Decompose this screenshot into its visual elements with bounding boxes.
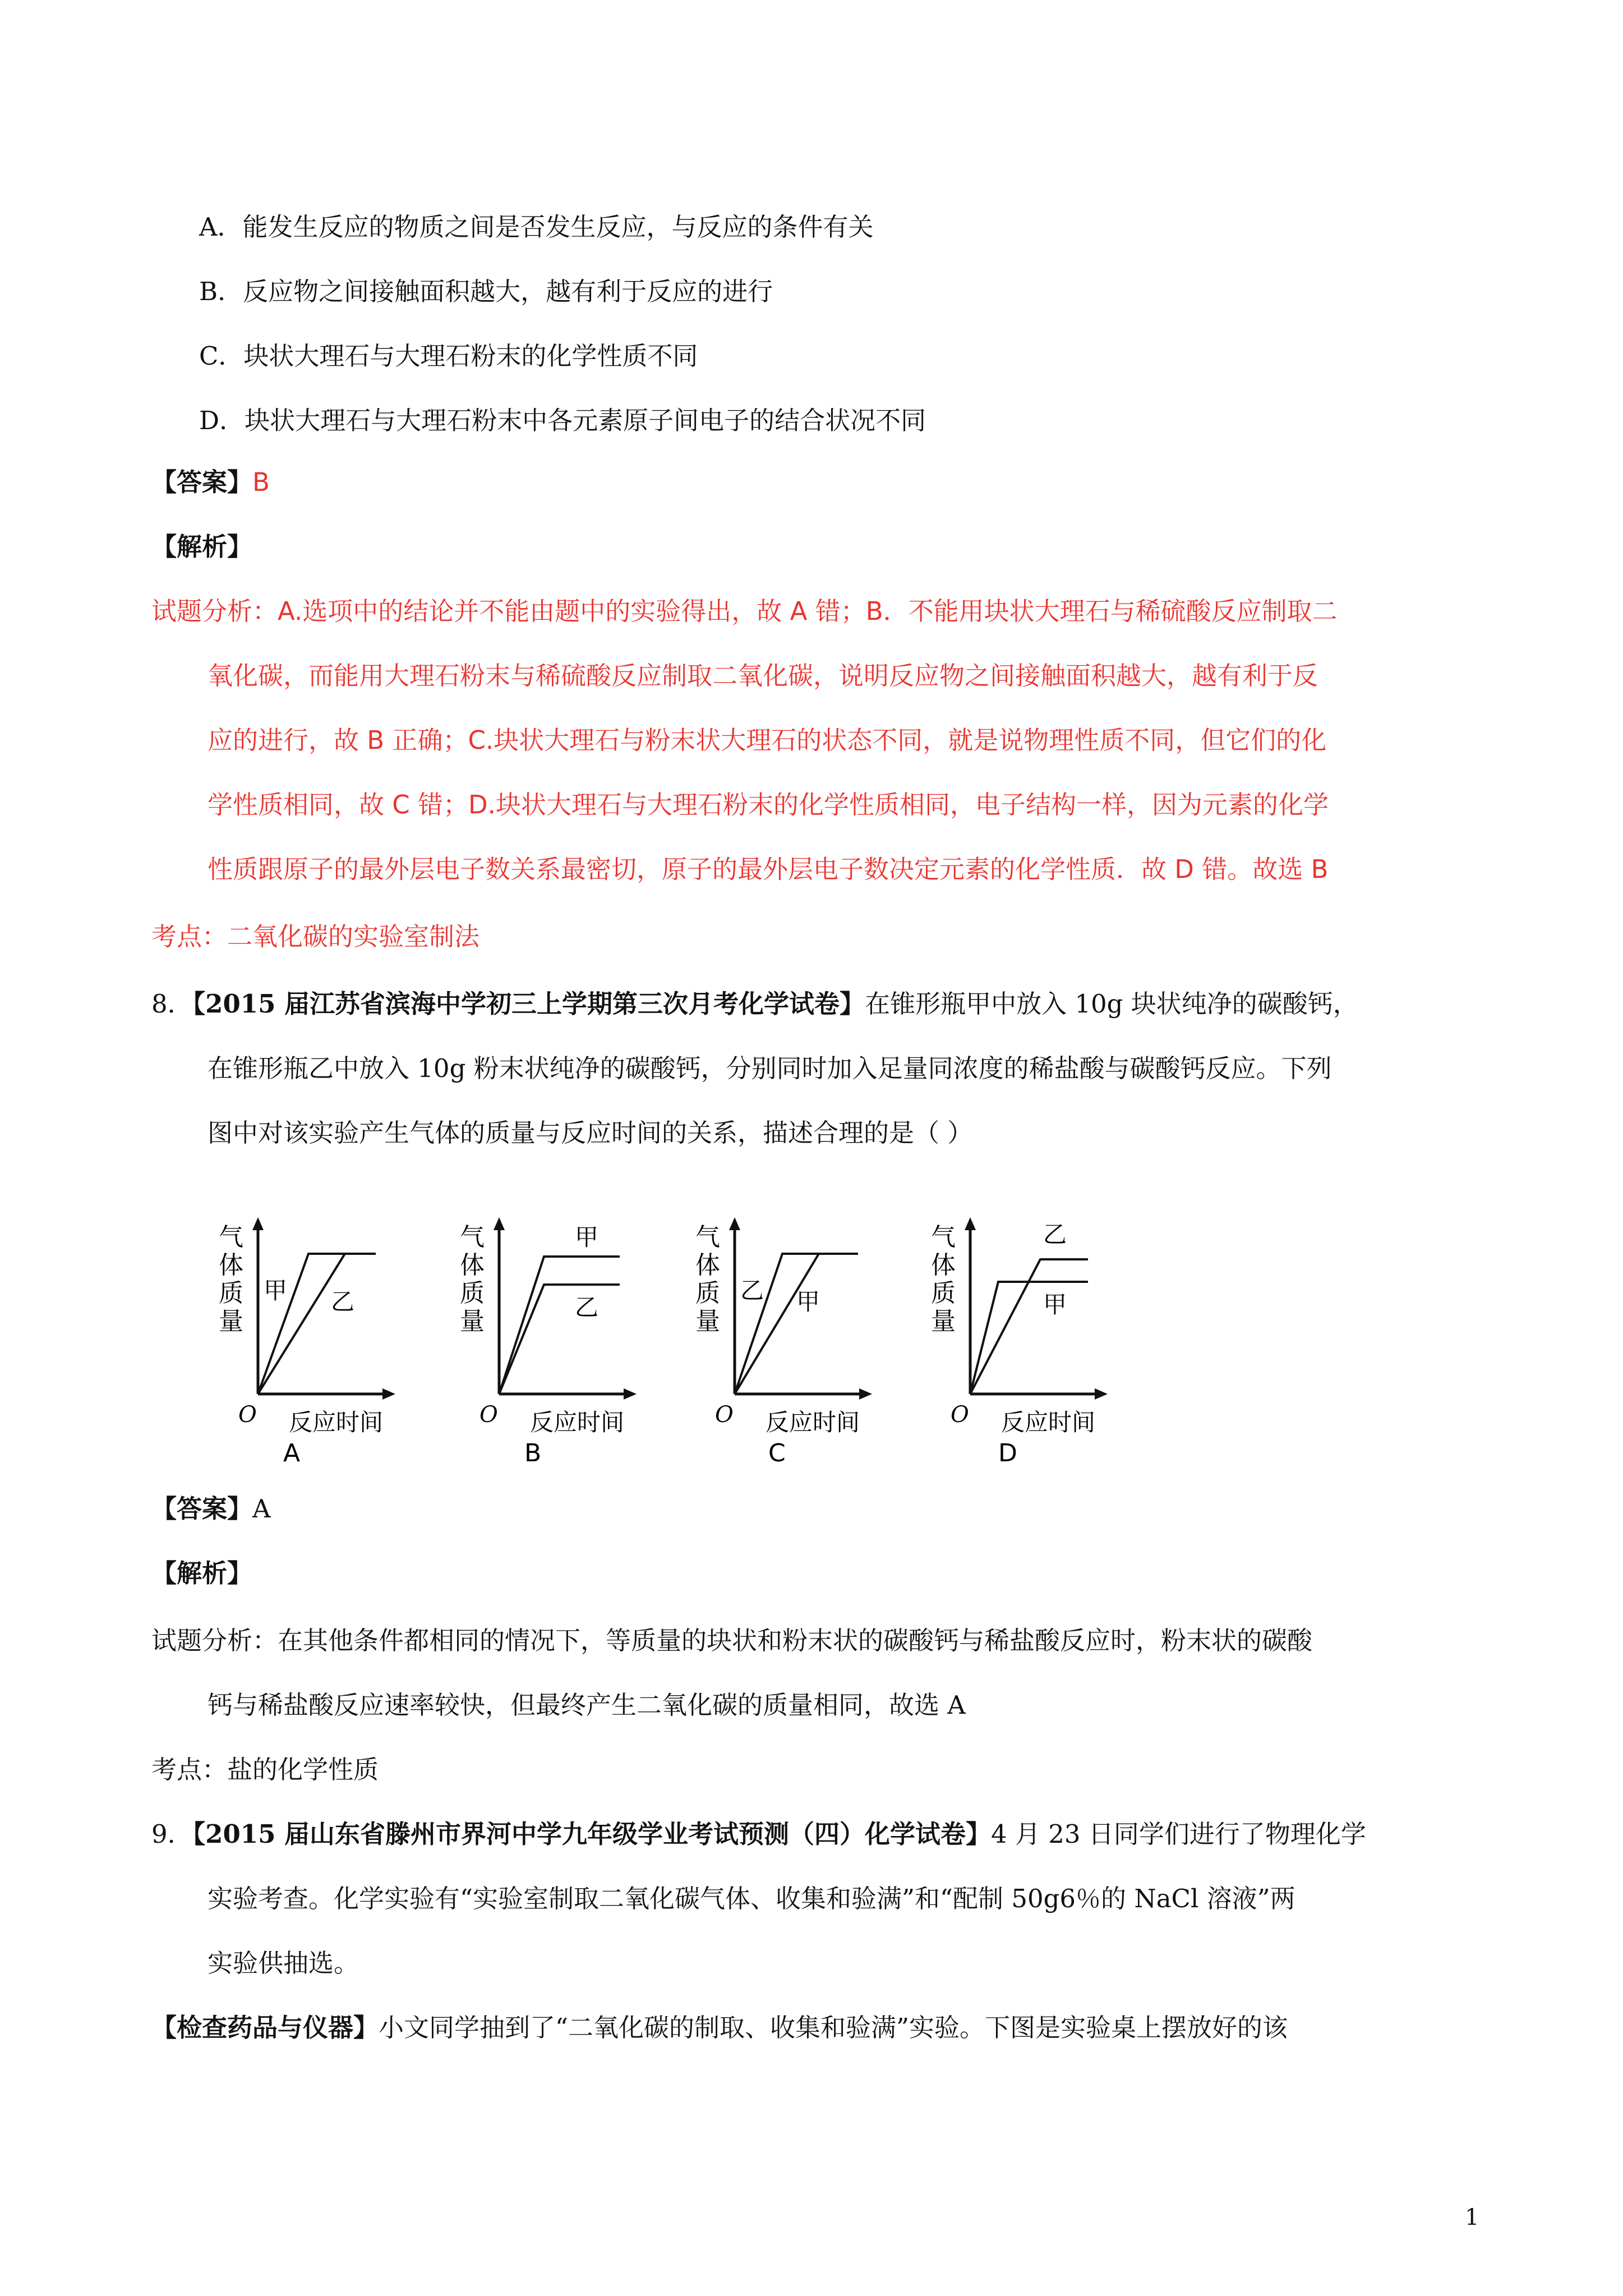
ylabel-char: 质 <box>460 1279 485 1308</box>
graph-a-svg <box>208 1214 432 1467</box>
page-number: 1 <box>1465 2205 1479 2230</box>
q7-kaodian: 考点：二氧化碳的实验室制法 <box>151 922 480 951</box>
curve-jia <box>735 1254 819 1394</box>
q9-check <box>151 2011 1288 2045</box>
series-label: 甲 <box>796 1288 820 1315</box>
ylabel-char: 质 <box>219 1279 243 1308</box>
q8-stem-line: 图中对该实验产生气体的质量与反应时间的关系，描述合理的是（ ） <box>208 1118 973 1148</box>
graph-b <box>449 1214 673 1467</box>
curve-yi <box>735 1254 858 1394</box>
question-source: 【2015 届山东省滕州市界河中学九年级学业考试预测（四）化学试卷】 <box>192 1819 992 1849</box>
q8-stem-line: 在锥形瓶乙中放入 10g 粉末状纯净的碳酸钙，分别同时加入足量同浓度的稀盐酸与碳酸钙反应。下列 <box>208 1053 1332 1083</box>
question-number: 9． <box>151 1819 193 1849</box>
xlabel: 反应时间 <box>289 1409 384 1436</box>
question-number: 8． <box>151 989 193 1019</box>
graph-label: D <box>998 1439 1017 1467</box>
q7-analysis-label: 【解析】 <box>151 532 253 562</box>
option-b: B．反应物之间接触面积越大，越有利于反应的进行 <box>199 277 773 306</box>
question-source: 【2015 届江苏省滨海中学初三上学期第三次月考化学试卷】 <box>192 989 865 1019</box>
q7-analysis-line: 试题分析：A.选项中的结论并不能由题中的实验得出，故 A 错；B．不能用块状大理石与稀硫酸反应制取二 <box>151 596 1338 626</box>
option-c: C．块状大理石与大理石粉末的化学性质不同 <box>199 341 698 371</box>
ylabel-char: 体 <box>695 1251 720 1280</box>
series-label: 乙 <box>740 1277 764 1304</box>
q8-stem <box>151 987 1358 1021</box>
q8-answer <box>151 1492 271 1526</box>
q9-stem-line: 实验考查。化学实验有“实验室制取二氧化碳气体、收集和验满”和“配制 50g6％的 NaCl 溶液”两 <box>208 1884 1295 1913</box>
answer-value: B <box>252 467 270 497</box>
q8-analysis-line: 钙与稀盐酸反应速率较快，但最终产生二氧化碳的质量相同，故选 A <box>208 1690 966 1720</box>
xlabel: 反应时间 <box>766 1409 860 1436</box>
q9-stem-line: 实验供抽选。 <box>208 1948 359 1978</box>
series-label: 乙 <box>331 1288 355 1315</box>
graph-c-svg <box>684 1214 909 1467</box>
ylabel-char: 气 <box>219 1223 243 1251</box>
check-text: 小文同学抽到了“二氧化碳的制取、收集和验满”实验。下图是实验桌上摆放好的该 <box>379 2013 1288 2042</box>
origin-label: O <box>238 1402 257 1428</box>
ylabel-char: 体 <box>460 1251 485 1280</box>
origin-label: O <box>479 1402 498 1428</box>
q7-analysis-line: 氧化碳，而能用大理石粉末与稀硫酸反应制取二氧化碳，说明反应物之间接触面积越大，越有利于反 <box>208 661 1318 691</box>
xlabel: 反应时间 <box>530 1409 625 1436</box>
ylabel-char: 量 <box>219 1307 243 1336</box>
graph-b-svg <box>449 1214 673 1467</box>
origin-label: O <box>715 1402 734 1428</box>
q8-analysis-label: 【解析】 <box>151 1558 253 1588</box>
origin-label: O <box>951 1402 969 1428</box>
option-a: A．能发生反应的物质之间是否发生反应，与反应的条件有关 <box>199 212 874 242</box>
q7-analysis-line: 学性质相同，故 C 错；D.块状大理石与大理石粉末的化学性质相同，电子结构一样，因为元素的化学 <box>208 790 1329 820</box>
series-label: 乙 <box>575 1294 599 1321</box>
question-text: 4 月 23 日同学们进行了物理化学 <box>991 1819 1366 1849</box>
ylabel-char: 质 <box>931 1279 956 1308</box>
q8-kaodian: 考点：盐的化学性质 <box>151 1755 379 1784</box>
answer-label: 【答案】 <box>151 467 253 497</box>
option-d: D．块状大理石与大理石粉末中各元素原子间电子的结合状况不同 <box>199 406 926 435</box>
ylabel-char: 量 <box>695 1307 720 1336</box>
curve-jia <box>970 1282 1088 1394</box>
graph-c <box>684 1214 909 1467</box>
series-label: 甲 <box>575 1223 599 1251</box>
ylabel-char: 体 <box>219 1251 243 1280</box>
curve-jia <box>499 1257 620 1394</box>
graph-label: C <box>768 1439 786 1467</box>
q7-analysis-line: 应的进行，故 B 正确；C.块状大理石与粉末状大理石的状态不同，就是说物理性质不同，但它们的化 <box>208 725 1327 755</box>
ylabel-char: 量 <box>931 1307 956 1336</box>
ylabel-char: 量 <box>460 1307 485 1336</box>
ylabel-char: 气 <box>460 1223 485 1251</box>
ylabel-char: 体 <box>931 1251 956 1280</box>
check-label: 【检查药品与仪器】 <box>151 2013 379 2042</box>
graph-d <box>920 1214 1144 1467</box>
graph-a <box>208 1214 432 1467</box>
q7-answer <box>151 466 270 499</box>
q9-stem <box>151 1818 1366 1851</box>
xlabel: 反应时间 <box>1001 1409 1096 1436</box>
series-label: 甲 <box>264 1277 288 1304</box>
answer-value: A <box>252 1494 271 1524</box>
graph-d-svg <box>920 1214 1144 1467</box>
graph-label: A <box>283 1439 301 1467</box>
series-label: 乙 <box>1043 1221 1067 1248</box>
q8-analysis-line: 试题分析：在其他条件都相同的情况下，等质量的块状和粉末状的碳酸钙与稀盐酸反应时，粉末状的碳酸 <box>151 1626 1313 1655</box>
series-label: 甲 <box>1043 1291 1067 1318</box>
ylabel-char: 气 <box>931 1223 956 1251</box>
answer-label: 【答案】 <box>151 1494 253 1524</box>
graph-label: B <box>524 1439 542 1467</box>
curve-jia <box>258 1254 376 1394</box>
ylabel-char: 气 <box>695 1223 720 1251</box>
ylabel-char: 质 <box>695 1279 720 1308</box>
q7-analysis-line: 性质跟原子的最外层电子数关系最密切，原子的最外层电子数决定元素的化学性质．故 D 错。故选 B <box>208 854 1329 884</box>
question-text: 在锥形瓶甲中放入 10g 块状纯净的碳酸钙， <box>865 989 1358 1019</box>
